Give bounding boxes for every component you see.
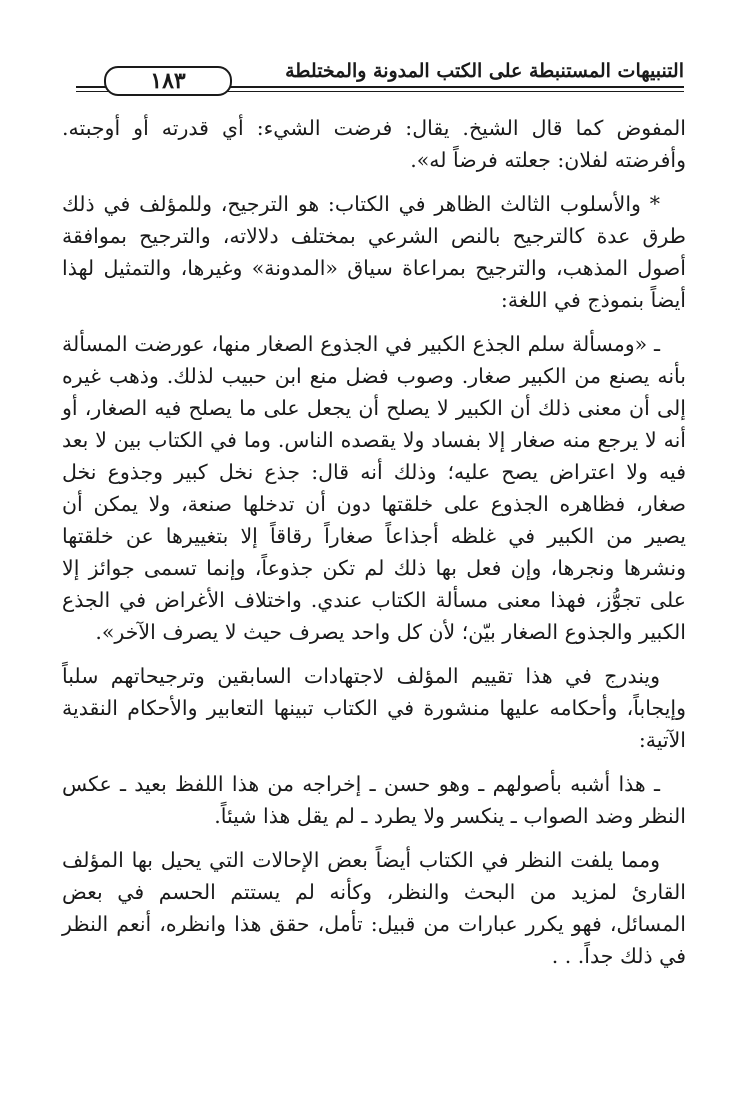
- page-body: [62, 112, 686, 984]
- quote-paragraph: ـ «ومسألة سلم الجذع الكبير في الجذوع الصغار منها، عورضت المسألة بأنه يصنع من الكبير صغار. وصوب فضل منع ابن حبيب لذلك. وذهب غيره إلى أن معنى ذلك أن الكبير لا يصلح أن يجعل على ما يصلح فيه الصغار، أو أنه لا يرجع منه صغار إلا بفساد ولا يقصده الناس. وما في الكتاب بين لا بعد فيه ولا اعتراض يصح عليه؛ وذلك أنه قال: جذع نخل كبير وجذوع نخل صغار، فظاهره الجذوع على خلقتها دون أن تدخلها صنعة، ولا يمكن أن يصير من الكبير في غلظه أجذاعاً صغاراً رقاقاً إلا بتغييرها عن خلقتها ونشرها ونجرها، وإن فعل بها ذلك لم تكن جذوعاً، وإنما تسمى جوائز إلا على تجوُّز، فهذا معنى مسألة الكتاب عندي. واختلاف الأغراض في الجذع الكبير والجذوع الصغار بيّن؛ لأن كل واحد يصرف حيث لا يصرف الآخر».: [62, 332, 686, 644]
- page-header: [76, 56, 684, 100]
- paragraph: ومما يلفت النظر في الكتاب أيضاً بعض الإحالات التي يحيل بها المؤلف القارئ لمزيد من البحث والنظر، وكأنه لم يستتم الحسم في بعض المسائل، فهو يكرر عبارات من قبيل: تأمل، حقق هذا وانظره، أنعم النظر في ذلك جداً. . .: [62, 848, 686, 968]
- list-paragraph: ـ هذا أشبه بأصولهم ـ وهو حسن ـ إخراجه من هذا اللفظ بعيد ـ عكس النظر وضد الصواب ـ ينكسر ولا يطرد ـ لم يقل هذا شيئاً.: [62, 772, 686, 828]
- paragraph: المفوض كما قال الشيخ. يقال: فرضت الشيء: أي قدرته أو أوجبته. وأفرضته لفلان: جعلته فرضاً له».: [62, 116, 686, 172]
- paragraph: * والأسلوب الثالث الظاهر في الكتاب: هو الترجيح، وللمؤلف في ذلك طرق عدة كالترجيح بالنص الشرعي بمختلف دلالاته، والترجيح بموافقة أصول المذهب، والترجيح بمراعاة سياق «المدونة» وغيرها، والتمثيل لهذا أيضاً بنموذج في اللغة:: [62, 192, 686, 312]
- page-number: ١٨٣: [104, 66, 232, 96]
- paragraph: ويندرج في هذا تقييم المؤلف لاجتهادات السابقين وترجيحاتهم سلباً وإيجاباً، وأحكامه عليها منشورة في الكتاب تبينها التعابير والأحكام النقدية الآتية:: [62, 664, 686, 752]
- running-title: التنبيهات المستنبطة على الكتب المدونة والمختلطة: [285, 60, 684, 82]
